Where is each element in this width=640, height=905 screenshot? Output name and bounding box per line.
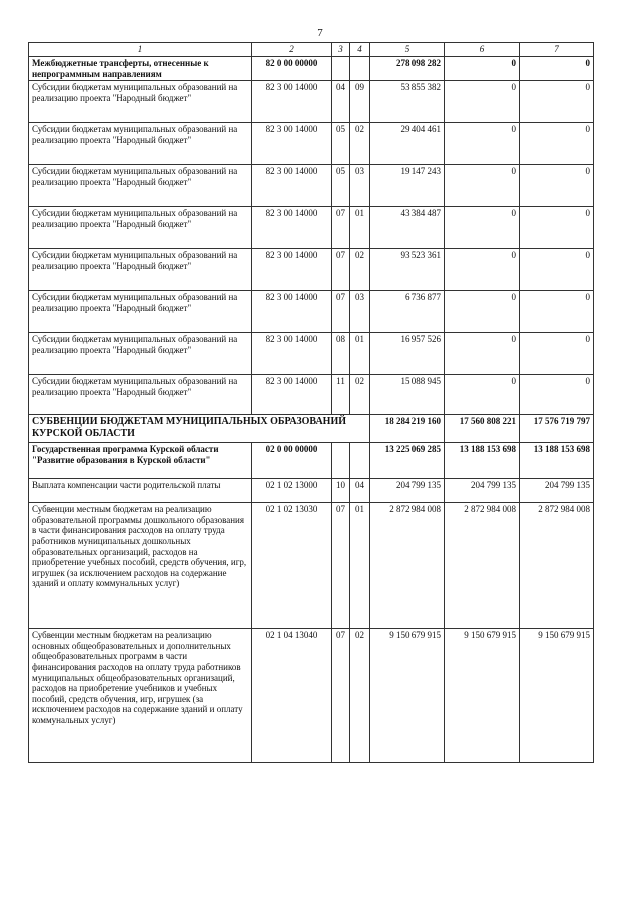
row-subsection-cell: 02	[350, 249, 370, 291]
row-value-2025-cell: 0	[520, 375, 594, 415]
row-value-2024-cell: 0	[445, 249, 520, 291]
row-code-cell: 02 1 04 13040	[252, 629, 332, 763]
row-name-cell: Субвенции местным бюджетам на реализацию основных общеобразовательных и дополнительных общеобразовательных программ в части финансирования расходов на оплату труда работников муниципальных общеобразовательных организаций, расходов на приобретение учебников и учебных пособий, средств обучения, игр, игрушек (за исключением расходов на содержание зданий и оплату коммунальных услуг)	[29, 629, 252, 763]
row-value-2024-cell: 2 872 984 008	[445, 503, 520, 629]
row-value-2023-cell: 43 384 487	[370, 207, 445, 249]
row-code-cell: 82 3 00 14000	[252, 375, 332, 415]
row-section-cell	[332, 57, 350, 81]
row-value-2025-cell: 0	[520, 57, 594, 81]
row-value-2025-cell: 204 799 135	[520, 479, 594, 503]
table-row	[29, 123, 594, 165]
row-value-2024-cell: 9 150 679 915	[445, 629, 520, 763]
row-name-cell: Субсидии бюджетам муниципальных образований на реализацию проекта "Народный бюджет"	[29, 165, 252, 207]
row-name-cell: СУБВЕНЦИИ БЮДЖЕТАМ МУНИЦИПАЛЬНЫХ ОБРАЗОВАНИЙ КУРСКОЙ ОБЛАСТИ	[29, 415, 370, 443]
row-section-cell: 10	[332, 479, 350, 503]
row-name-cell: Субсидии бюджетам муниципальных образований на реализацию проекта "Народный бюджет"	[29, 81, 252, 123]
row-value-2023-cell: 29 404 461	[370, 123, 445, 165]
row-code-cell: 82 3 00 14000	[252, 123, 332, 165]
row-name-cell: Субсидии бюджетам муниципальных образований на реализацию проекта "Народный бюджет"	[29, 333, 252, 375]
row-subsection-cell: 02	[350, 629, 370, 763]
table-row	[29, 207, 594, 249]
table-row	[29, 249, 594, 291]
row-subsection-cell: 04	[350, 479, 370, 503]
row-value-2025-cell: 0	[520, 123, 594, 165]
row-value-2025-cell: 2 872 984 008	[520, 503, 594, 629]
row-value-2024-cell: 0	[445, 291, 520, 333]
row-value-2024-cell: 17 560 808 221	[445, 415, 520, 443]
row-subsection-cell: 02	[350, 123, 370, 165]
budget-table	[28, 42, 594, 763]
row-code-cell: 02 0 00 00000	[252, 443, 332, 479]
row-name-cell: Субсидии бюджетам муниципальных образований на реализацию проекта "Народный бюджет"	[29, 375, 252, 415]
row-code-cell: 82 3 00 14000	[252, 291, 332, 333]
row-code-cell: 82 3 00 14000	[252, 333, 332, 375]
row-value-2025-cell: 0	[520, 207, 594, 249]
row-section-cell: 04	[332, 81, 350, 123]
row-section-cell: 08	[332, 333, 350, 375]
row-name-cell: Субсидии бюджетам муниципальных образований на реализацию проекта "Народный бюджет"	[29, 123, 252, 165]
row-code-cell: 82 3 00 14000	[252, 165, 332, 207]
row-name-cell: Субсидии бюджетам муниципальных образований на реализацию проекта "Народный бюджет"	[29, 249, 252, 291]
table-row	[29, 479, 594, 503]
row-value-2023-cell: 9 150 679 915	[370, 629, 445, 763]
row-code-cell: 82 0 00 00000	[252, 57, 332, 81]
table-row	[29, 443, 594, 479]
row-name-cell: Субсидии бюджетам муниципальных образований на реализацию проекта "Народный бюджет"	[29, 207, 252, 249]
row-code-cell: 02 1 02 13030	[252, 503, 332, 629]
row-value-2023-cell: 18 284 219 160	[370, 415, 445, 443]
row-value-2023-cell: 13 225 069 285	[370, 443, 445, 479]
header-cell: 7	[520, 43, 594, 57]
table-row	[29, 291, 594, 333]
row-subsection-cell	[350, 57, 370, 81]
row-value-2023-cell: 19 147 243	[370, 165, 445, 207]
row-code-cell: 82 3 00 14000	[252, 207, 332, 249]
header-cell: 4	[350, 43, 370, 57]
row-value-2023-cell: 16 957 526	[370, 333, 445, 375]
row-name-cell: Выплата компенсации части родительской платы	[29, 479, 252, 503]
table-row	[29, 81, 594, 123]
row-value-2025-cell: 0	[520, 165, 594, 207]
page-number: 7	[317, 27, 323, 39]
table-row	[29, 415, 594, 443]
row-value-2023-cell: 278 098 282	[370, 57, 445, 81]
row-value-2025-cell: 0	[520, 81, 594, 123]
row-subsection-cell: 03	[350, 165, 370, 207]
row-value-2024-cell: 0	[445, 123, 520, 165]
row-value-2024-cell: 204 799 135	[445, 479, 520, 503]
row-name-cell: Субвенции местным бюджетам на реализацию образовательной программы дошкольного образования в части финансирования расходов на оплату труда работников муниципальных дошкольных образовательных организаций, расходов на приобретение учебных пособий, средств обучения, игр, игрушек (за исключением расходов на содержание зданий и оплату коммунальных услуг)	[29, 503, 252, 629]
row-subsection-cell: 01	[350, 333, 370, 375]
row-section-cell: 07	[332, 629, 350, 763]
header-row	[29, 43, 594, 57]
header-cell: 6	[445, 43, 520, 57]
row-subsection-cell: 09	[350, 81, 370, 123]
row-code-cell: 82 3 00 14000	[252, 249, 332, 291]
row-section-cell: 07	[332, 291, 350, 333]
row-name-cell: Государственная программа Курской области "Развитие образования в Курской области"	[29, 443, 252, 479]
row-value-2023-cell: 204 799 135	[370, 479, 445, 503]
table-row	[29, 503, 594, 629]
header-cell: 5	[370, 43, 445, 57]
row-section-cell: 05	[332, 165, 350, 207]
row-value-2024-cell: 0	[445, 333, 520, 375]
table-row	[29, 333, 594, 375]
row-value-2024-cell: 0	[445, 207, 520, 249]
row-value-2023-cell: 2 872 984 008	[370, 503, 445, 629]
table-row	[29, 629, 594, 763]
row-code-cell: 02 1 02 13000	[252, 479, 332, 503]
row-value-2025-cell: 17 576 719 797	[520, 415, 594, 443]
row-section-cell	[332, 443, 350, 479]
row-value-2025-cell: 0	[520, 291, 594, 333]
row-value-2024-cell: 0	[445, 57, 520, 81]
row-value-2025-cell: 13 188 153 698	[520, 443, 594, 479]
row-value-2025-cell: 9 150 679 915	[520, 629, 594, 763]
row-value-2023-cell: 6 736 877	[370, 291, 445, 333]
row-subsection-cell: 03	[350, 291, 370, 333]
row-subsection-cell: 01	[350, 503, 370, 629]
row-name-cell: Субсидии бюджетам муниципальных образований на реализацию проекта "Народный бюджет"	[29, 291, 252, 333]
table-row	[29, 165, 594, 207]
row-section-cell: 07	[332, 207, 350, 249]
row-section-cell: 07	[332, 503, 350, 629]
row-code-cell: 82 3 00 14000	[252, 81, 332, 123]
row-value-2023-cell: 53 855 382	[370, 81, 445, 123]
row-value-2025-cell: 0	[520, 249, 594, 291]
row-section-cell: 05	[332, 123, 350, 165]
row-value-2024-cell: 0	[445, 81, 520, 123]
table-row	[29, 57, 594, 81]
row-value-2024-cell: 13 188 153 698	[445, 443, 520, 479]
row-subsection-cell: 02	[350, 375, 370, 415]
row-value-2023-cell: 93 523 361	[370, 249, 445, 291]
row-value-2025-cell: 0	[520, 333, 594, 375]
row-name-cell: Межбюджетные трансферты, отнесенные к непрограммным направлениям	[29, 57, 252, 81]
row-value-2024-cell: 0	[445, 375, 520, 415]
row-section-cell: 07	[332, 249, 350, 291]
row-value-2023-cell: 15 088 945	[370, 375, 445, 415]
row-value-2024-cell: 0	[445, 165, 520, 207]
row-section-cell: 11	[332, 375, 350, 415]
row-subsection-cell: 01	[350, 207, 370, 249]
row-subsection-cell	[350, 443, 370, 479]
table-row	[29, 375, 594, 415]
header-cell: 2	[252, 43, 332, 57]
header-cell: 3	[332, 43, 350, 57]
header-cell: 1	[29, 43, 252, 57]
